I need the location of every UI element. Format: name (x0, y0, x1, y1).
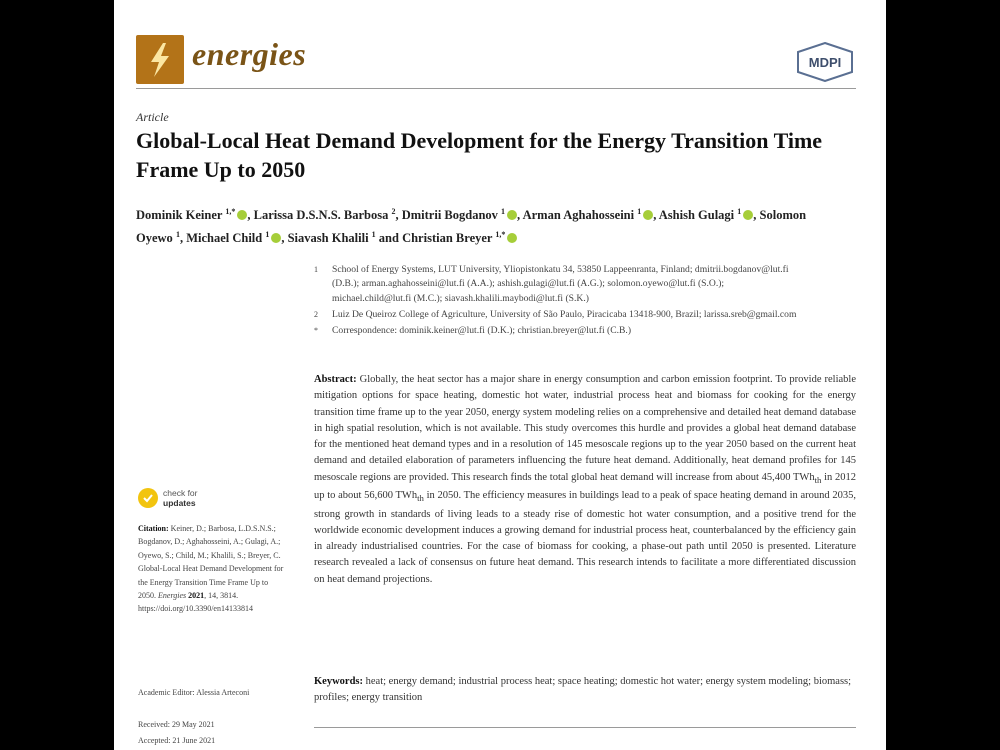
author-affiliation-mark: 1 (371, 230, 376, 240)
author-entry (254, 208, 396, 222)
citation-year: 2021 (188, 591, 205, 601)
received-date: Received: 29 May 2021 (138, 720, 215, 729)
affiliation-text: Correspondence: dominik.keiner@lut.fi (D.K.); christian.breyer@lut.fi (C.B.) (332, 325, 632, 337)
author-affiliation-mark: 2 (391, 207, 396, 216)
check-updates-line1: check for (163, 488, 198, 498)
affiliation-item (314, 308, 804, 322)
author-name[interactable]: Solomon Oyewo (136, 208, 807, 246)
citation-text-1: Keiner, D.; Barbosa, L.D.S.N.S.; Bogdanov, D.; Aghahosseini, A.; Gulagi, A.; Oyewo, S.; Child, M.; Khalili, S.; Breyer, C. Global-Local Heat Demand Development for the Energy Transition Time Frame Up to 2050. (138, 524, 284, 601)
check-for-updates-badge[interactable] (138, 488, 198, 508)
author-affiliation-mark: 1 (737, 207, 742, 216)
author-entry (186, 231, 281, 245)
orcid-icon[interactable] (271, 233, 281, 243)
author-name[interactable]: Ashish Gulagi (658, 208, 735, 223)
affiliations (314, 263, 804, 340)
check-updates-line2: updates (163, 498, 196, 508)
article-type: Article (136, 110, 169, 124)
author-name[interactable]: Dmitrii Bogdanov (401, 208, 498, 223)
author-affiliation-mark: 1 (501, 207, 506, 216)
header-divider (136, 88, 856, 89)
author-name[interactable]: Christian Breyer (402, 231, 493, 246)
keywords-label: Keywords: (314, 676, 363, 687)
affiliation-item (314, 324, 804, 338)
author-name[interactable]: Arman Aghahosseini (522, 208, 635, 223)
author-affiliation-mark: 1,* (225, 207, 236, 216)
author-affiliation-mark: 1,* (495, 230, 506, 240)
author-entry (659, 208, 754, 222)
footer-divider (314, 727, 856, 728)
abstract-text-1: Globally, the heat sector has a major share in energy consumption and carbon emission footprint. To provide reliable mitigation options for space heating, domestic hot water, industrial process heat and biomass for cooking for the energy transition time frame up to the year 2050, energy system modeling relies on a comprehensive and detailed heat demand database in high spatial resolution, which is not available. This study overcomes this hurdle and provides a global heat demand database for the mentioned heat demand types and in a resolution of 145 mesoscale regions up to the year 2050 based on the current heat demand and detailed elaboration of parameters influencing the future heat demand. Additionally, heat demand profiles for 145 mesoscale regions are provided. This research finds the total global heat demand will increase from about 45,400 TWh (314, 374, 856, 483)
keywords (314, 674, 856, 707)
author-entry (288, 231, 376, 245)
academic-editor: Academic Editor: Alessia Arteconi (138, 688, 250, 697)
article-title: Global-Local Heat Demand Development for the Energy Transition Time Frame Up to 2050 (136, 128, 823, 182)
citation-label: Citation: (138, 524, 169, 533)
affiliation-text: School of Energy Systems, LUT University, Yliopistonkatu 34, 53850 Lappeenranta, Finland; dmitrii.bogdanov@lut.fi (D.B.); arman.aghahosseini@lut.fi (A.A.); ashish.gulagi@lut.fi (A.G.); solomon.oyewo@lut.fi (S.O.); michael.child@lut.fi (M.C.); siavash.khalili.maybodi@lut.fi (S.K.) (332, 264, 789, 304)
check-updates-icon (138, 488, 158, 508)
orcid-icon[interactable] (507, 233, 517, 243)
author-name[interactable]: Siavash Khalili (287, 231, 369, 246)
affiliation-number: 1 (314, 265, 318, 274)
author-entry (402, 208, 517, 222)
author-affiliation-mark: 1 (175, 230, 180, 240)
orcid-icon[interactable] (507, 210, 517, 220)
author-list: Dominik Keiner $^{1,*}$ , Larissa D.S.N.S. Barbosa $^2$, Dmitrii Bogdanov $^1$ , Arman Aghahosseini $^1$ , Ashish Gulagi $^1$ , Solomon Oyewo $^1$, Michael Child $^1$ , Siavash Khalili $^1$ and Christian Breyer $^{1,*}$ (136, 207, 807, 246)
author-name[interactable]: Michael Child (186, 231, 263, 246)
author-entry (136, 208, 247, 222)
publisher-name: MDPI (808, 55, 842, 70)
paper-page (114, 0, 886, 750)
accepted-date: Accepted: 21 June 2021 (138, 736, 216, 745)
citation-block (138, 522, 288, 616)
affiliation-number: * (314, 326, 318, 336)
affiliation-item (314, 263, 804, 306)
journal-name: energies (192, 36, 307, 72)
mdpi-logo (794, 42, 856, 82)
author-name[interactable]: Dominik Keiner (136, 208, 223, 223)
abstract (314, 372, 856, 588)
abstract-text-2: in 2012 up to about 56,600 TWh (314, 471, 856, 502)
keywords-text: heat; energy demand; industrial process heat; space heating; domestic hot water; energy system modeling; biomass; profiles; energy transition (314, 676, 852, 704)
author-entry (402, 231, 517, 245)
affiliation-number: 2 (314, 309, 318, 319)
abstract-sub-2: th (417, 493, 424, 504)
orcid-icon[interactable] (643, 210, 653, 220)
citation-journal: Energies (158, 591, 187, 601)
author-name[interactable]: Larissa D.S.N.S. Barbosa (253, 208, 389, 223)
abstract-label: Abstract: (314, 374, 357, 385)
abstract-text-3: in 2050. The efficiency measures in buildings lead to a peak of space heating demand in around 2035, strong growth in standards of living leads to a steady rise of domestic hot water consumption, and a positive trend for the worldwide economic development induces a growing demand for industrial process heat, counterbalanced by the efficiency gain in already industrialised countries. For the case of biomass for cooking, a phase-out path until 2050 is presented. Literature research revealed a lack of consensus on future heat demand. This research intends to facilitate a more differentiated discussion on heat demand projections. (314, 490, 856, 585)
journal-logo-icon (136, 35, 184, 84)
orcid-icon[interactable] (237, 210, 247, 220)
orcid-icon[interactable] (743, 210, 753, 220)
affiliation-text: Luiz De Queiroz College of Agriculture, University of São Paulo, Piracicaba 13418-900, Brazil; larissa.sreb@gmail.com (332, 308, 797, 320)
author-entry (523, 208, 654, 222)
author-affiliation-mark: 1 (637, 207, 642, 216)
citation-text-2: , 14, 3814. https://doi.org/10.3390/en14133814 (138, 591, 253, 614)
author-affiliation-mark: 1 (265, 230, 270, 240)
abstract-sub-1: th (814, 474, 822, 485)
